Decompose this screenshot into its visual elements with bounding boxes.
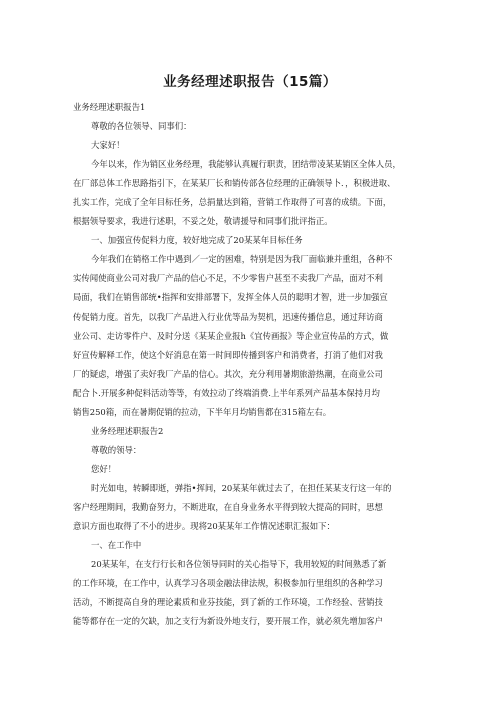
text-line: 业公司、走访零件户、及时分送《某某企业报h《宜传画报》等企业宣传品的方式，做 [73, 330, 389, 341]
text-line: 的工作环境，在工作中，认真学习各项金融法律法规，积极参加行里组织的各种学习 [73, 578, 383, 589]
text-line: 在厂部总体工作思路指引下，在某某厂长和销传部各位经理的正确领导卜．，积极进取、 [73, 178, 396, 189]
text-line: 尊敬的各位领导、同事们： [91, 121, 192, 132]
text-line: 一、加强宣传促料力度，较好地完成了20某某年目标任务 [91, 235, 303, 246]
text-line: 业务经理述职报告2 [91, 425, 164, 436]
text-line: 意识方面也取得了不小的进步。现将20某某年工作情况述职汇报如下： [73, 521, 335, 532]
text-line: 您好！ [91, 463, 117, 474]
text-line: 根据领导要求，我进行述职，不妥之处，敬请援导和同事们批评指正。 [73, 216, 333, 227]
text-line: 今年以来，作为销区业务经理，我能够认真履行职责，团结带凌某某销区全体人员， [91, 159, 401, 170]
text-line: 能等都存在一定的欠缺，加之支行为新设外地支行，要开展工作，就必须先增加客户 [73, 616, 383, 627]
text-line: 尊敬的领导： [91, 444, 142, 455]
text-line: 传促销力度。首先，以我厂产品进入行业优等品为契机，迅速传播信息，通过拜访商 [73, 311, 383, 322]
text-line: 销售250箱，而在暑期促销的拉动，下半年月均销售都在315箱左右。 [73, 406, 332, 417]
text-line: 局面，我们在销售部统•指挥和安排部署下，发挥全体人员的聪明才智，进一步加强宣 [73, 292, 388, 303]
text-line: 好宣传解释工作，使这个好消息在第一时间即传播到客户和消费者，打消了他们对我 [73, 349, 383, 360]
text-line: 业务经理述职报告1 [73, 102, 146, 112]
text-line: 大家好！ [91, 140, 125, 151]
text-line: 活动，不断提高自身的理论素质和业芬技能，到了新的工作环境，工作经验、营销技 [73, 597, 383, 608]
text-line: 扎实工作，完成了全年目标任务，总捐量达到箱，营销工作取得了可喜的成绩。下面， [73, 197, 392, 208]
text-line: 20某某年，在支行行长和各位领导同时的关心指导下，我用较短的时间熟悉了新 [91, 559, 387, 570]
document-body [73, 98, 429, 631]
text-line: 实传闻使商业公司对我厂产品的信心不足，不少零售户甚至不卖我厂产品，面对不利 [73, 273, 383, 284]
text-line: 时光如电，转瞬即逝，弹指•挥间，20某某年就过去了，在担任某某支行这一年的 [91, 482, 392, 493]
text-line: 客户经理期间，我勤奋努力，不断进取，在自身业务水平得到较大提高的同时，思想 [73, 501, 383, 512]
text-line: 厂的疑虑，增强了卖好我厂产品的信心。其次，充分利用暑期旅游热潮，在商业公司 [73, 368, 383, 379]
text-line: 配合卜.开展多种促料活动等等，有效拉动了终端消费.上半年系列产品基本保持月均 [73, 387, 380, 398]
text-line: 今年我们在销格工作中遇到／一定的困难，特别是因为我厂面临兼并重组，各种不 [91, 254, 393, 265]
text-line: 一、在工作中 [91, 540, 142, 551]
document-title: 业务经理述职报告（15篇） [163, 74, 337, 90]
